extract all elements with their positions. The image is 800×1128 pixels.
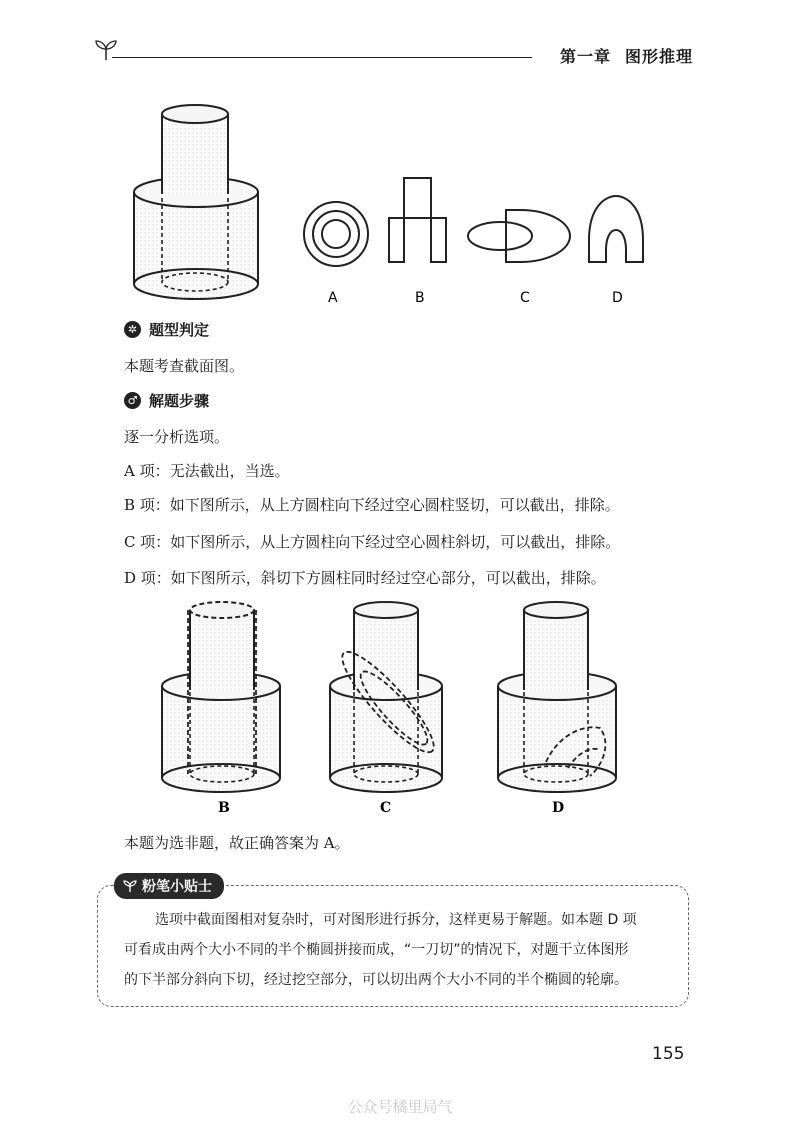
option-c-figure [468, 210, 570, 262]
tip-line-2: 可看成由两个大小不同的半个椭圆拼接而成，“一刀切”的情况下，对题干立体图形 [124, 942, 629, 958]
option-label-a: A [328, 290, 338, 306]
option-b-figure [389, 178, 446, 262]
watermark: 公众号橘里局气 [347, 1098, 453, 1116]
tip-line-3: 的下半部分斜向下切，经过挖空部分，可以切出两个大小不同的半个椭圆的轮廓。 [124, 972, 628, 988]
tip-line-1: 选项中截面图相对复杂时，可对图形进行拆分，这样更易于解题。如本题 D 项 [155, 912, 637, 928]
question-figure [120, 100, 680, 315]
option-a-figure [304, 202, 368, 266]
section-label: 图形推理 [625, 47, 694, 66]
key-icon: ♂ [124, 392, 141, 409]
option-label-d: D [612, 290, 623, 306]
chapter-label: 第一章 [560, 47, 612, 66]
tip-title-badge [114, 873, 224, 899]
type-section-title: 题型判定 [149, 321, 210, 339]
steps-section-heading [124, 390, 209, 411]
type-section-text: 本题考查截面图。 [124, 357, 245, 375]
step-line-5: D 项：如下图所示，斜切下方圆柱同时经过空心部分，可以截出，排除。 [124, 569, 606, 587]
cutting-figure [150, 596, 630, 818]
step-line-4: C 项：如下图所示，从上方圆柱向下经过空心圆柱斜切，可以截出，排除。 [124, 533, 621, 551]
conclusion-text: 本题为选非题，故正确答案为 A。 [124, 834, 350, 852]
step-line-1: 逐一分析选项。 [124, 428, 230, 446]
header-rule [112, 57, 532, 58]
step-line-2: A 项：无法截出，当选。 [124, 462, 290, 480]
tip-title: 粉笔小贴士 [142, 879, 212, 895]
option-label-b: B [415, 290, 425, 306]
cut-figure-d [498, 602, 616, 792]
option-label-c: C [520, 290, 530, 306]
sprout-icon [122, 879, 138, 893]
page-number: 155 [652, 1044, 685, 1064]
cut-figure-c [330, 602, 444, 792]
gear-icon: ✲ [124, 321, 141, 338]
type-section-heading [124, 319, 209, 340]
solid-figure [134, 105, 258, 299]
sprout-icon [92, 36, 120, 62]
cut-label-c: C [380, 800, 392, 816]
chapter-header [560, 44, 693, 67]
steps-section-title: 解题步骤 [149, 392, 210, 410]
option-d-figure [589, 196, 643, 262]
step-line-3: B 项：如下图所示，从上方圆柱向下经过空心圆柱竖切，可以截出，排除。 [124, 496, 620, 514]
cut-label-b: B [218, 800, 230, 816]
cut-figure-b [162, 602, 280, 792]
cut-label-d: D [552, 800, 565, 816]
